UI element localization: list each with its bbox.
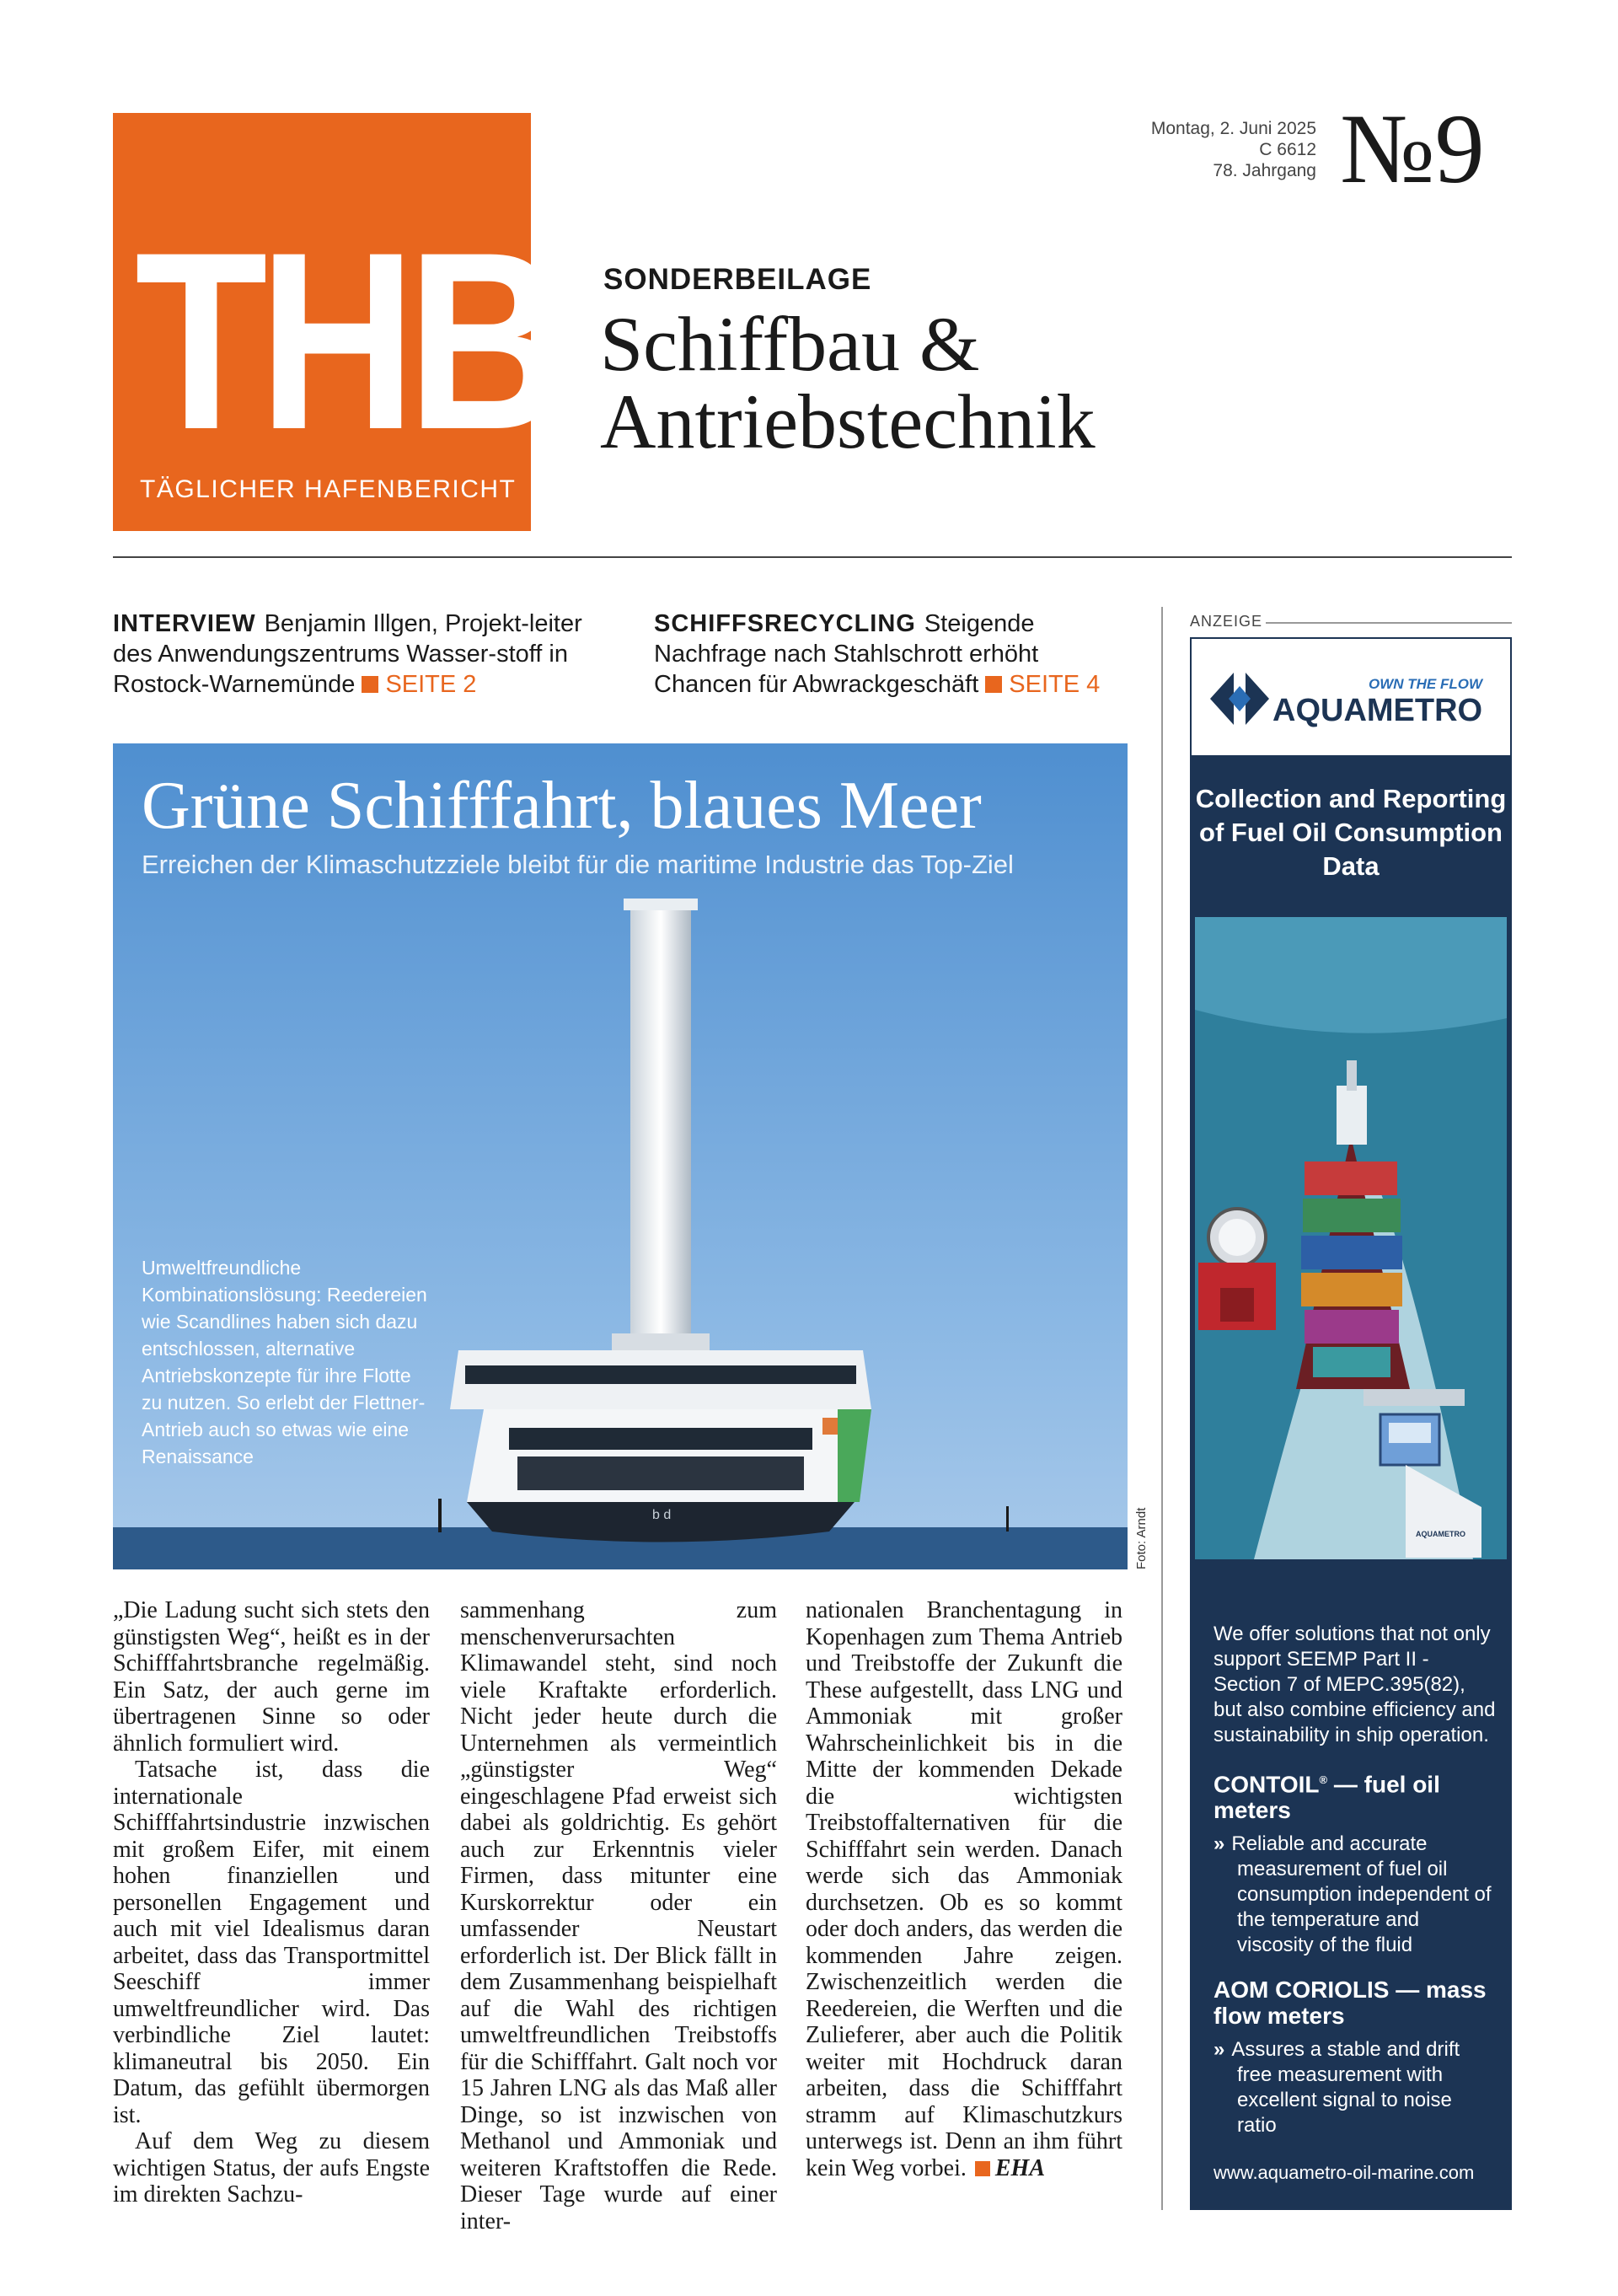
product1-bullet: » Reliable and accurate measurement of fuel oil consumption independent of the temperature and viscosity of the fluid: [1214, 1832, 1492, 1957]
issue-code: C 6612: [1259, 140, 1316, 159]
article-paragraph: sammenhang zum menschenverursachten Klimawandel steht, sind noch viele Kraftakte erforderlich. Nicht jeder heute durch die Unternehmen als vermeintlich „günstigster Weg“ eingeschlagene Pfad erweist sich dabei als goldrichtig. Es gehört auch zur Erkenntnis vieler Firmen, dass mitunter eine Kurskorrektur oder ein umfassender Neustart erforderlich ist. Der Blick fällt in dem Zusammenhang beispielhaft auf die Wahl des richtigen umweltfreundlichen Treibstoffs für die Schifffahrt. Galt noch vor 15 Jahren LNG als das Maß aller Dinge, so ist inzwischen von Methanol und Ammoniak und weiteren Kraftstoffen die Rede. Dieser Tage wurde auf einer inter-: [460, 1597, 777, 2234]
teaser-text: Benjamin Illgen, Projekt-leiter des Anwendungszentrums Wasser-stoff in Rostock-Warnemünde: [113, 610, 582, 698]
article-paragraph: [806, 1597, 1122, 2181]
container-ship-illustration: [1195, 917, 1507, 1559]
logo-wordmark: THB: [135, 199, 556, 482]
aquametro-ad[interactable]: [1190, 637, 1512, 2210]
buoy: [438, 1499, 442, 1532]
supplement-title-line2: Antriebstechnik: [600, 378, 1096, 464]
issue-number: №9: [1340, 94, 1485, 204]
orange-square-icon: [975, 2161, 990, 2176]
issue-date: Montag, 2. Juni 2025: [1150, 119, 1316, 138]
teaser-kicker: INTERVIEW: [113, 610, 256, 637]
device-label: AQUAMETRO: [1416, 1530, 1465, 1538]
hull-text: b d: [652, 1508, 672, 1522]
thb-logo: [113, 113, 556, 531]
masthead-divider: [113, 556, 1512, 558]
teaser-page-link[interactable]: SEITE 4: [1009, 671, 1101, 698]
section-label: SONDERBEILAGE: [603, 263, 872, 296]
ad-image: [1195, 917, 1507, 1559]
hero-headline: Grüne Schifffahrt, blaues Meer: [142, 769, 982, 843]
article-paragraph: „Die Ladung sucht sich stets den günstigsten Weg“, heißt es in der Schifffahrtsbranche regelmäßig. Ein Satz, der auch gerne im übertragenen Sinne so oder ähnlich formuliert wird.: [113, 1597, 430, 1757]
ad-label: ANZEIGE: [1190, 613, 1263, 630]
supplement-title: [600, 301, 1274, 464]
chevron-right-icon: »: [1214, 1832, 1225, 1856]
hero-subheadline: Erreichen der Klimaschutzziele bleibt für die maritime Industrie das Top-Ziel: [142, 850, 1014, 879]
article-paragraph: Auf dem Weg zu diesem wichtigen Status, der aufs Engste im direkten Sachzu-: [113, 2128, 430, 2207]
teaser-kicker: SCHIFFSRECYCLING: [654, 610, 916, 637]
product2-title: AOM CORIOLIS — mass flow meters: [1214, 1977, 1487, 2030]
ad-logo-area: [1192, 639, 1510, 755]
column-divider: [1161, 607, 1163, 2210]
orange-square-icon: [985, 676, 1002, 693]
article-paragraph: Tatsache ist, dass die internationale Schifffahrtsindustrie inzwischen mit großem Eifer, mit einem hohen finanziellen und personellen Engagement und auch mit viel Idealismus daran arbeitet, dass das Transportmittel Seeschiff immer umweltfreundlicher wird. Das verbindliche Ziel lautet: klimaneutral bis 2050. Ein Datum, das gefühlt übermorgen ist.: [113, 1757, 430, 2128]
product1-title: CONTOIL® — fuel oil meters: [1214, 1771, 1440, 1824]
ad-label-rule: [1266, 622, 1512, 624]
ad-slogan: OWN THE FLOW: [1369, 676, 1483, 692]
orange-square-icon: [362, 676, 378, 693]
article-text: nationalen Branchentagung in Kopenhagen zum Thema Antrieb und Treibstoffe der Zukunft die These aufgestellt, dass LNG und Ammoniak mit großer Wahrscheinlichkeit bis in die Mitte der kommenden Dekade die wichtigsten Treibstoffalternativen für die Schifffahrt sein werden. Danach werde sich das Ammoniak durchsetzen. Ob es so kommt oder doch anders, das werden die kommenden Jahre zeigen. Zwischenzeitlich werden die Reedereien, die Werften und die Zulieferer, aber auch die Politik weiter mit Hochdruck daran arbeiten, dass die Schifffahrt stramm auf Klimaschutzkurs unterwegs ist. Denn an ihm führt kein Weg vorbei.: [806, 1597, 1122, 2181]
article-column-3: [806, 1597, 1122, 2181]
photo-caption: Umweltfreundliche Kombinationslösung: Reedereien wie Scandlines haben sich dazu entschlossen, alternative Antriebskonzepte für ihre Flotte zu nutzen. So erlebt der Flettner-Antrieb auch so etwas wie eine Renaissance: [142, 1257, 427, 1467]
article-column-1: [113, 1597, 430, 2208]
issue-meta: [1096, 118, 1316, 181]
teaser-recycling[interactable]: [654, 609, 1119, 700]
photo-credit: Foto: Arndt: [1134, 1507, 1149, 1569]
ad-body: [1214, 1622, 1497, 2186]
author-initials: EHA: [994, 2154, 1045, 2181]
ad-headline: Collection and Reporting of Fuel Oil Consumption Data: [1195, 784, 1507, 881]
teaser-text: Steigende Nachfrage nach Stahlschrott erhöht Chancen für Abwrackgeschäft: [654, 610, 1039, 698]
aquametro-logo-icon: [1208, 668, 1271, 730]
supplement-title-line1: Schiffbau &: [600, 301, 980, 387]
issue-volume: 78. Jahrgang: [1213, 161, 1316, 180]
chevron-right-icon: »: [1214, 2038, 1225, 2062]
product2-bullet: » Assures a stable and drift free measurement with excellent signal to noise ratio: [1214, 2038, 1460, 2138]
rotor-sail: [630, 904, 691, 1342]
teaser-page-link[interactable]: SEITE 2: [385, 671, 477, 698]
teaser-interview[interactable]: [113, 609, 585, 700]
ad-intro: We offer solutions that not only support SEEMP Part II - Section 7 of MEPC.395(82), but also combine efficiency and sustainability in ship operation.: [1214, 1623, 1496, 1746]
logo-subtitle: TÄGLICHER HAFENBERICHT: [140, 475, 517, 503]
article-column-2: [460, 1597, 777, 2234]
ad-url-link[interactable]: www.aquametro-oil-marine.com: [1214, 2162, 1475, 2184]
ad-brand: AQUAMETRO: [1272, 693, 1483, 728]
